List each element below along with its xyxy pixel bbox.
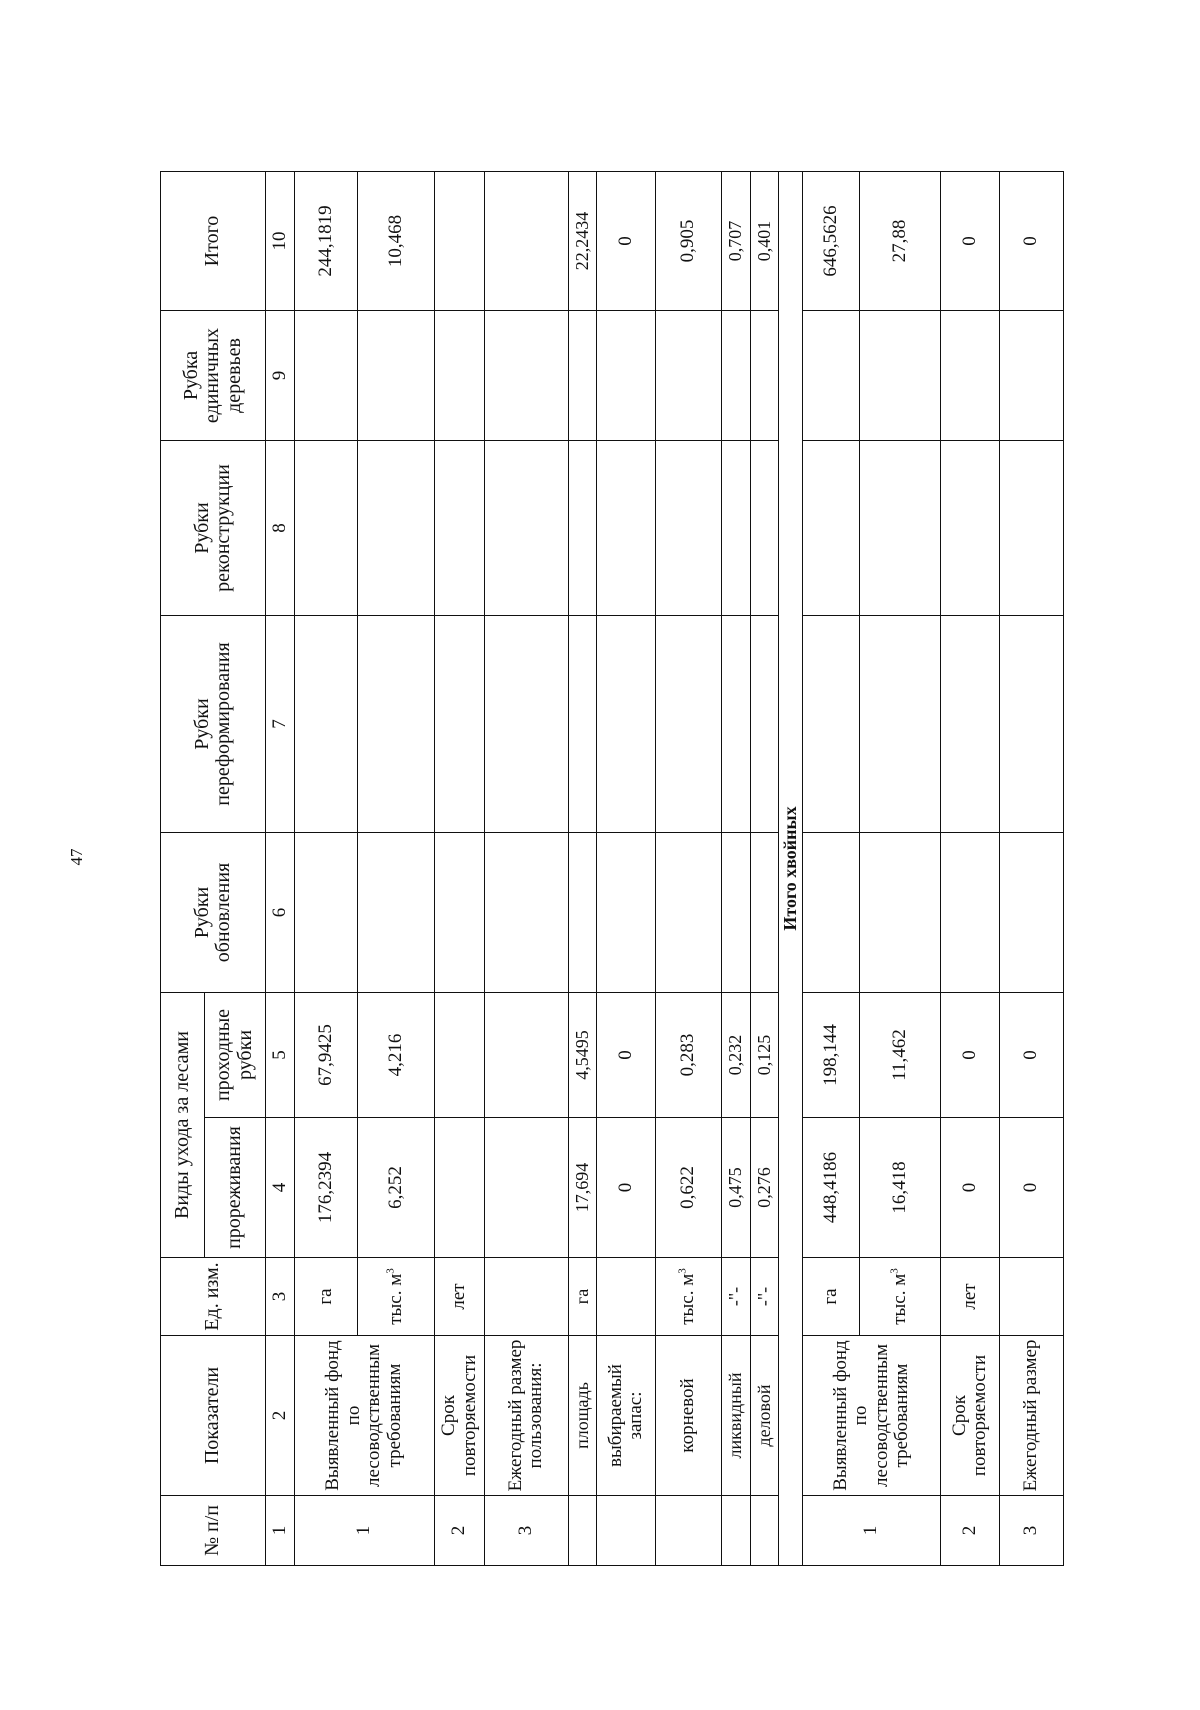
s1-row2-thinning	[434, 1118, 484, 1258]
s1-stock-unit	[597, 1258, 656, 1336]
header-recon: Рубки реконструкции	[161, 441, 266, 616]
s1-business-num	[750, 1496, 778, 1566]
s2-row1-m3-renewal	[860, 833, 941, 993]
s1-area-num	[568, 1496, 596, 1566]
s1-area-renewal	[568, 833, 596, 993]
s2-row1-unit-m3: тыс. $м^3$	[860, 1258, 941, 1336]
s2-row2-recon	[941, 441, 1000, 616]
s1-row3-total	[485, 172, 568, 311]
s1-stock-num	[597, 1496, 656, 1566]
s1-liquid-thinning: 0,475	[722, 1118, 750, 1258]
s2-row3-single	[1000, 311, 1064, 441]
s1-row2-recon	[434, 441, 484, 616]
s1-root-unit: тыс. $м^3$	[656, 1258, 722, 1336]
s1-row3-recon	[485, 441, 568, 616]
header-reform: Рубки переформирования	[161, 616, 266, 833]
s1-row2-num: 2	[434, 1496, 484, 1566]
s1-liquid-reform	[722, 616, 750, 833]
s2-row3-reform	[1000, 616, 1064, 833]
s2-row2-thinning: 0	[941, 1118, 1000, 1258]
s1-business-recon	[750, 441, 778, 616]
s1-business-label: деловой	[750, 1336, 778, 1496]
s1-liquid-recon	[722, 441, 750, 616]
s1-area-passage: 4,5495	[568, 993, 596, 1118]
col-number-8: 8	[266, 441, 294, 616]
s2-row3-label: Ежегодный размер	[1000, 1336, 1064, 1496]
s1-row1-ha-renewal	[294, 833, 358, 993]
s1-stock-passage: 0	[597, 993, 656, 1118]
s1-stock-total: 0	[597, 172, 656, 311]
s1-root-single	[656, 311, 722, 441]
s2-row3-thinning: 0	[1000, 1118, 1064, 1258]
s1-area-total: 22,2434	[568, 172, 596, 311]
s1-stock-label: выбираемый запас:	[597, 1336, 656, 1496]
s1-root-total: 0,905	[656, 172, 722, 311]
s1-row1-label: Выявленный фонд по лесоводственным требованиям	[294, 1336, 434, 1496]
s2-row3-recon	[1000, 441, 1064, 616]
s1-stock-renewal	[597, 833, 656, 993]
s1-root-renewal	[656, 833, 722, 993]
col-number-3: 3	[266, 1258, 294, 1336]
s1-row3-num: 3	[485, 1496, 568, 1566]
col-number-2: 2	[266, 1336, 294, 1496]
s1-business-passage: 0,125	[750, 993, 778, 1118]
s1-area-thinning: 17,694	[568, 1118, 596, 1258]
s1-row1-ha-total: 244,1819	[294, 172, 358, 311]
s2-row1-label: Выявленный фонд по лесоводственным требованиям	[803, 1336, 941, 1496]
s2-row1-m3-passage: 11,462	[860, 993, 941, 1118]
s2-row1-unit-ha: га	[803, 1258, 860, 1336]
s1-row3-single	[485, 311, 568, 441]
s1-area-single	[568, 311, 596, 441]
rotated-table-container	[160, 172, 1064, 1566]
s2-row1-ha-total: 646,5626	[803, 172, 860, 311]
s1-row1-m3-passage: 4,216	[358, 993, 435, 1118]
s2-row1-ha-passage: 198,144	[803, 993, 860, 1118]
s2-row2-label: Срок повторяемости	[941, 1336, 1000, 1496]
s1-area-reform	[568, 616, 596, 833]
s1-root-label: корневой	[656, 1336, 722, 1496]
s1-liquid-label: ликвидный	[722, 1336, 750, 1496]
col-number-7: 7	[266, 616, 294, 833]
s1-liquid-unit: -"-	[722, 1258, 750, 1336]
s2-row1-m3-total: 27,88	[860, 172, 941, 311]
s1-row1-unit-ha: га	[294, 1258, 358, 1336]
col-number-6: 6	[266, 833, 294, 993]
s1-area-recon	[568, 441, 596, 616]
col-number-9: 9	[266, 311, 294, 441]
section-title-conifers: Итого хвойных	[778, 172, 802, 1566]
s1-stock-reform	[597, 616, 656, 833]
s2-row1-ha-recon	[803, 441, 860, 616]
s1-row2-renewal	[434, 833, 484, 993]
header-single: Рубка единичных деревьев	[161, 311, 266, 441]
s1-root-reform	[656, 616, 722, 833]
header-unit: Ед. изм.	[161, 1258, 266, 1336]
s1-row1-ha-reform	[294, 616, 358, 833]
s2-row1-m3-single	[860, 311, 941, 441]
header-renewal: Рубки обновления	[161, 833, 266, 993]
s2-row1-ha-reform	[803, 616, 860, 833]
s2-row1-m3-thinning: 16,418	[860, 1118, 941, 1258]
s1-row2-unit: лет	[434, 1258, 484, 1336]
s1-row1-m3-thinning: 6,252	[358, 1118, 435, 1258]
s1-row3-label: Ежегодный размер пользования:	[485, 1336, 568, 1496]
s2-row2-passage: 0	[941, 993, 1000, 1118]
header-num: № п/п	[161, 1496, 266, 1566]
s1-business-renewal	[750, 833, 778, 993]
s1-row3-thinning	[485, 1118, 568, 1258]
s2-row2-unit: лет	[941, 1258, 1000, 1336]
s1-liquid-total: 0,707	[722, 172, 750, 311]
s1-row2-reform	[434, 616, 484, 833]
s1-row1-m3-renewal	[358, 833, 435, 993]
s1-row1-m3-reform	[358, 616, 435, 833]
s2-row2-renewal	[941, 833, 1000, 993]
s1-root-passage: 0,283	[656, 993, 722, 1118]
s1-liquid-single	[722, 311, 750, 441]
s1-row2-label: Срок повторяемости	[434, 1336, 484, 1496]
forest-care-table	[160, 171, 1064, 1566]
s2-row2-reform	[941, 616, 1000, 833]
s2-row3-passage: 0	[1000, 993, 1064, 1118]
s2-row1-ha-renewal	[803, 833, 860, 993]
s1-row1-ha-recon	[294, 441, 358, 616]
s1-row3-passage	[485, 993, 568, 1118]
s1-liquid-renewal	[722, 833, 750, 993]
s1-root-num	[656, 1496, 722, 1566]
s1-row1-num: 1	[294, 1496, 434, 1566]
s1-row1-m3-recon	[358, 441, 435, 616]
header-indicator: Показатели	[161, 1336, 266, 1496]
s2-row1-num: 1	[803, 1496, 941, 1566]
s1-business-single	[750, 311, 778, 441]
s1-row2-passage	[434, 993, 484, 1118]
s2-row1-m3-recon	[860, 441, 941, 616]
header-passage: проходные рубки	[204, 993, 265, 1118]
s2-row3-num: 3	[1000, 1496, 1064, 1566]
header-care-group: Виды ухода за лесами	[161, 993, 205, 1258]
s1-row2-total	[434, 172, 484, 311]
s2-row2-single	[941, 311, 1000, 441]
page-number: 47	[67, 848, 86, 866]
s1-liquid-num	[722, 1496, 750, 1566]
col-number-10: 10	[266, 172, 294, 311]
s2-row3-unit	[1000, 1258, 1064, 1336]
s1-row1-m3-single	[358, 311, 435, 441]
s2-row3-renewal	[1000, 833, 1064, 993]
s2-row3-total: 0	[1000, 172, 1064, 311]
table-wrapper	[160, 172, 1064, 1566]
s1-area-label: площадь	[568, 1336, 596, 1496]
s2-row1-ha-single	[803, 311, 860, 441]
s1-row2-single	[434, 311, 484, 441]
s1-business-reform	[750, 616, 778, 833]
s2-row1-m3-reform	[860, 616, 941, 833]
s1-row1-ha-single	[294, 311, 358, 441]
s1-row1-m3-total: 10,468	[358, 172, 435, 311]
s1-root-thinning: 0,622	[656, 1118, 722, 1258]
s1-business-unit: -"-	[750, 1258, 778, 1336]
s1-row1-ha-passage: 67,9425	[294, 993, 358, 1118]
s1-area-unit: га	[568, 1258, 596, 1336]
s1-row3-renewal	[485, 833, 568, 993]
s1-row3-unit	[485, 1258, 568, 1336]
col-number-4: 4	[266, 1118, 294, 1258]
header-total: Итого	[161, 172, 266, 311]
s1-business-total: 0,401	[750, 172, 778, 311]
s1-liquid-passage: 0,232	[722, 993, 750, 1118]
s1-row1-unit-m3: тыс. $м^3$	[358, 1258, 435, 1336]
col-number-5: 5	[266, 993, 294, 1118]
s2-row1-ha-thinning: 448,4186	[803, 1118, 860, 1258]
s1-stock-recon	[597, 441, 656, 616]
s2-row2-total: 0	[941, 172, 1000, 311]
s1-business-thinning: 0,276	[750, 1118, 778, 1258]
s2-row2-num: 2	[941, 1496, 1000, 1566]
s1-row3-reform	[485, 616, 568, 833]
s1-row1-ha-thinning: 176,2394	[294, 1118, 358, 1258]
s1-stock-thinning: 0	[597, 1118, 656, 1258]
s1-root-recon	[656, 441, 722, 616]
col-number-1: 1	[266, 1496, 294, 1566]
header-thinning: прореживания	[204, 1118, 265, 1258]
s1-stock-single	[597, 311, 656, 441]
